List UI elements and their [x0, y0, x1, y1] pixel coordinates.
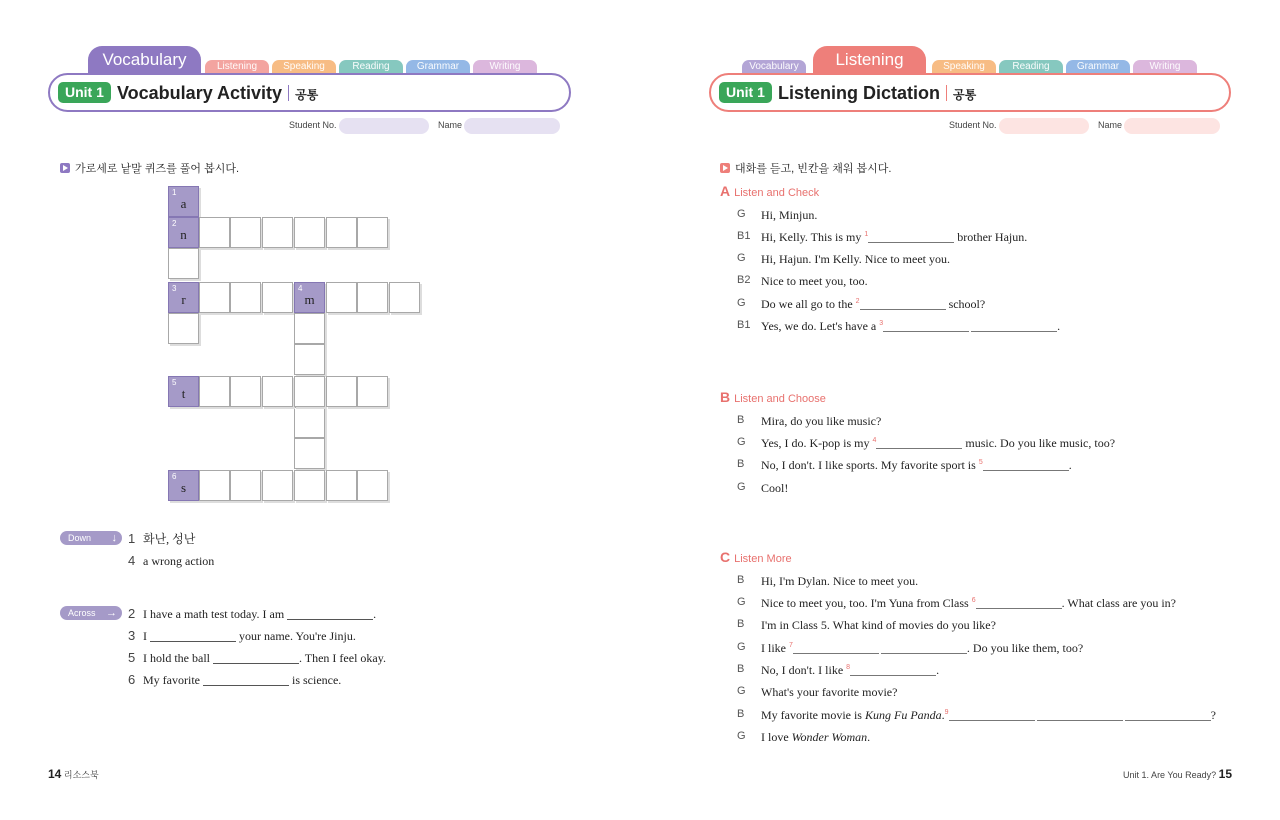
crossword-cell[interactable] — [294, 217, 325, 248]
tab-listening[interactable]: Listening — [205, 60, 269, 74]
crossword-cell[interactable] — [389, 282, 420, 313]
student-no-field[interactable] — [339, 118, 429, 134]
section-tabs — [88, 46, 548, 74]
tab-writing[interactable]: Writing — [473, 60, 537, 74]
crossword-cell[interactable] — [357, 376, 388, 407]
unit-badge: Unit 1 — [58, 82, 111, 103]
unit-title-bar — [709, 73, 1231, 112]
tab-writing[interactable]: Writing — [1133, 60, 1197, 74]
student-info-row — [0, 118, 640, 134]
crossword-cell[interactable] — [262, 217, 293, 248]
name-field[interactable] — [1124, 118, 1220, 134]
crossword-cell[interactable] — [199, 376, 230, 407]
student-no-label: Student No. — [289, 120, 337, 130]
instruction: 가로세로 낱말 퀴즈를 풀어 봅시다. — [60, 160, 239, 176]
crossword-start-cell[interactable]: 6 s — [168, 470, 199, 501]
common-tag: 공통 — [953, 88, 977, 102]
page-footer: 14 리소스북 — [48, 767, 99, 781]
down-clue: 1 화난, 성난 — [128, 531, 196, 546]
crossword-cell[interactable] — [326, 282, 357, 313]
page-title: Listening Dictation 공통 — [778, 83, 977, 103]
crossword-cell[interactable] — [168, 248, 199, 279]
across-clue: 3 I your name. You're Jinju. — [128, 628, 356, 643]
crossword-cell[interactable] — [294, 470, 325, 501]
crossword-cell[interactable] — [262, 470, 293, 501]
crossword-cell[interactable] — [326, 217, 357, 248]
tab-speaking[interactable]: Speaking — [272, 60, 336, 74]
arrow-down-icon: ↓ — [111, 532, 117, 544]
tab-vocabulary[interactable]: Vocabulary — [88, 46, 201, 74]
crossword-cell[interactable] — [294, 313, 325, 344]
tab-listening[interactable]: Listening — [813, 46, 926, 74]
arrow-right-icon: → — [106, 607, 117, 619]
across-badge: Across → — [60, 606, 122, 620]
crossword-cell[interactable] — [168, 313, 199, 344]
section-a-heading: A Listen and Check — [720, 183, 820, 199]
answer-blank[interactable] — [213, 652, 299, 664]
page-footer: Unit 1. Are You Ready? 15 — [1123, 767, 1232, 781]
play-icon — [60, 163, 70, 173]
crossword-cell[interactable] — [294, 407, 325, 438]
down-badge: Down ↓ — [60, 531, 122, 545]
tab-grammar[interactable]: Grammar — [406, 60, 470, 74]
crossword-cell[interactable] — [326, 470, 357, 501]
across-clue: 2 I have a math test today. I am . — [128, 606, 377, 621]
crossword-start-cell[interactable]: 5 t — [168, 376, 199, 407]
page-title: Vocabulary Activity 공통 — [117, 83, 319, 103]
answer-blank[interactable] — [883, 320, 969, 332]
crossword-cell[interactable] — [326, 376, 357, 407]
crossword-start-cell[interactable]: 2 n — [168, 217, 199, 248]
answer-blank[interactable] — [983, 459, 1069, 471]
page-number: 15 — [1218, 767, 1232, 781]
crossword-cell[interactable] — [357, 282, 388, 313]
answer-blank[interactable] — [868, 231, 954, 243]
answer-blank[interactable] — [971, 320, 1057, 332]
down-clue: 4 a wrong action — [128, 553, 215, 568]
name-label: Name — [1098, 120, 1123, 130]
crossword-cell[interactable] — [230, 376, 261, 407]
tab-grammar[interactable]: Grammar — [1066, 60, 1130, 74]
crossword-cell[interactable] — [199, 282, 230, 313]
tab-vocabulary[interactable]: Vocabulary — [742, 60, 806, 74]
crossword-cell[interactable] — [230, 217, 261, 248]
section-b-heading: B Listen and Choose — [720, 389, 826, 405]
answer-blank[interactable] — [1125, 709, 1211, 721]
crossword-cell[interactable] — [230, 282, 261, 313]
crossword-cell[interactable] — [294, 344, 325, 375]
page-number: 14 — [48, 767, 62, 781]
crossword-cell[interactable] — [199, 470, 230, 501]
answer-blank[interactable] — [876, 437, 962, 449]
section-c-heading: C Listen More — [720, 549, 792, 565]
unit-title-bar — [48, 73, 571, 112]
common-tag: 공통 — [295, 88, 319, 102]
crossword-cell[interactable] — [294, 376, 325, 407]
crossword-cell[interactable] — [230, 470, 261, 501]
answer-blank[interactable] — [976, 597, 1062, 609]
crossword-cell[interactable] — [357, 470, 388, 501]
crossword-start-cell[interactable]: 1 a — [168, 186, 199, 217]
play-icon — [720, 163, 730, 173]
crossword-cell[interactable] — [262, 282, 293, 313]
crossword-cell[interactable] — [357, 217, 388, 248]
crossword-start-cell[interactable]: 3 r — [168, 282, 199, 313]
name-field[interactable] — [464, 118, 560, 134]
answer-blank[interactable] — [881, 642, 967, 654]
section-tabs — [742, 46, 1202, 74]
crossword-cell[interactable] — [199, 217, 230, 248]
crossword-start-cell[interactable]: 4 m — [294, 282, 325, 313]
answer-blank[interactable] — [860, 298, 946, 310]
answer-blank[interactable] — [203, 674, 289, 686]
tab-speaking[interactable]: Speaking — [932, 60, 996, 74]
student-no-label: Student No. — [949, 120, 997, 130]
answer-blank[interactable] — [850, 664, 936, 676]
crossword-cell[interactable] — [294, 438, 325, 469]
tab-reading[interactable]: Reading — [339, 60, 403, 74]
answer-blank[interactable] — [1037, 709, 1123, 721]
crossword-cell[interactable] — [262, 376, 293, 407]
right-page: Vocabulary Listening Speaking Reading Grammar Writing Unit 1 Listening Dictation 공통 Student No. Name 대화를 듣고, 빈칸을 채워 봅시다. A Listen and Check G Hi, Minjun. B1 Hi, Kelly. This is my $^1$ brother Hajun. G Hi, Hajun. I'm Kelly. Nice to meet you. B2 Nice to meet you, too. G Do we all go to the $^2$ school? B1 Yes, we do. Let's have a $^3$ . B Listen and Choose B Mira, do you like music? G Yes, I do. K-pop is my $^4$ music. Do you like music, too? B No, I don't. I like sports. My favorite sport is $^5$ . G Cool! C Listen More B Hi, I'm Dylan. Nice to meet you. G Nice to meet you, too. I'm Yuna from Class $^6$ . What class are you in? B I'm in Class 5. What kind of movies do you like? G I like $^7$ . Do you like them, too? B No, I don't. I like $^8$ . G What's your favorite movie? B My favorite movie is Kung Fu Panda.$^9$ ? G I love Wonder Woman. Unit 1. Are You Ready? 15 — [640, 0, 1280, 820]
unit-badge: Unit 1 — [719, 82, 772, 103]
name-label: Name — [438, 120, 463, 130]
tab-reading[interactable]: Reading — [999, 60, 1063, 74]
answer-blank[interactable] — [793, 642, 879, 654]
answer-blank[interactable] — [949, 709, 1035, 721]
across-clue: 5 I hold the ball . Then I feel okay. — [128, 650, 386, 665]
answer-blank[interactable] — [150, 630, 236, 642]
student-no-field[interactable] — [999, 118, 1089, 134]
instruction: 대화를 듣고, 빈칸을 채워 봅시다. — [720, 160, 891, 176]
answer-blank[interactable] — [287, 608, 373, 620]
across-clue: 6 My favorite is science. — [128, 672, 342, 687]
student-info-row — [640, 118, 1280, 134]
